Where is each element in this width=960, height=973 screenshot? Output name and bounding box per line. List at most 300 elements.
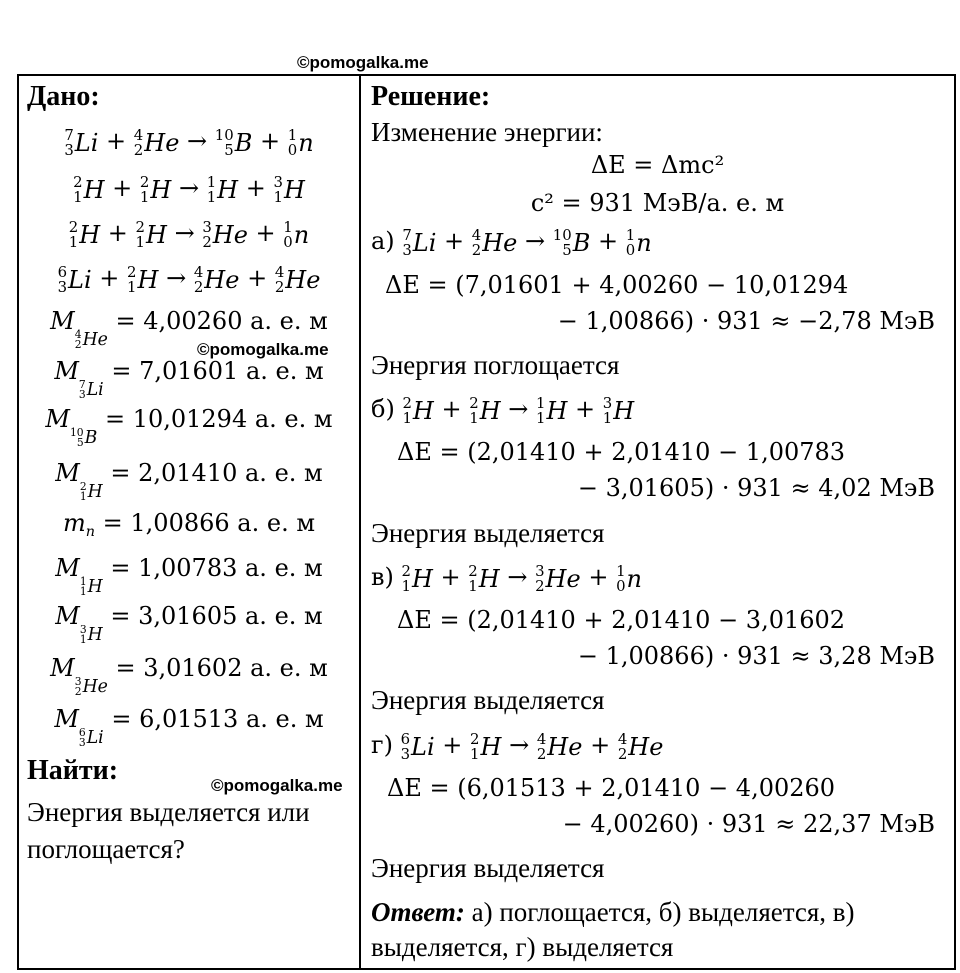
unit-space <box>237 459 245 487</box>
element-symbol: H <box>83 175 105 204</box>
energy-calc-2-line1: ΔE = (2,01410 + 2,01410 − 1,00783 <box>397 438 846 466</box>
mass-number: 3 <box>79 622 87 636</box>
nuclide-indices <box>273 172 283 206</box>
nuclide-indices <box>536 729 547 763</box>
element-symbol: H <box>150 175 172 204</box>
mass-number: 10 <box>214 125 234 144</box>
mass-number: 1 <box>616 561 626 580</box>
mass-subscript <box>74 327 108 352</box>
nuclide-indices <box>274 262 285 296</box>
element-symbol: He <box>82 676 108 697</box>
energy-formula: ΔE = Δmc² <box>590 151 725 179</box>
element-symbol: H <box>87 481 103 502</box>
product-nuclide <box>283 217 310 251</box>
element-symbol: H <box>87 576 103 597</box>
nuclide-indices <box>401 561 411 595</box>
mass-subscript-symbol: n <box>85 524 96 541</box>
plus-sign: + <box>100 219 136 247</box>
nuclide-indices <box>74 674 82 699</box>
nuclide-indices <box>625 225 636 259</box>
given-mass <box>19 653 359 698</box>
unit-space <box>237 554 245 582</box>
atomic-number: 2 <box>617 744 628 763</box>
mass-unit: а. е. м <box>237 509 315 537</box>
c-squared-value: c² = 931 МэВ/а. е. м <box>530 189 785 217</box>
reactant-nuclide <box>135 217 167 251</box>
energy-calc-1-line2: − 1,00866) · 931 ≈ −2,78 МэВ <box>557 307 935 335</box>
element-symbol: n <box>293 220 310 249</box>
mass-number: 4 <box>274 262 285 281</box>
nuclide-indices <box>471 225 482 259</box>
atomic-number: 2 <box>133 140 144 159</box>
unit-space <box>238 357 246 385</box>
reactant-nuclide <box>139 172 172 206</box>
arrow-sign: → <box>517 227 553 255</box>
atomic-number: 1 <box>401 576 411 595</box>
solution-reaction-3 <box>371 562 642 593</box>
mass-number: 3 <box>535 561 545 580</box>
given-mass <box>19 356 359 401</box>
mass-variable: M <box>50 307 75 335</box>
find-question-line2: поглощается? <box>27 834 185 864</box>
given-mass <box>19 404 359 449</box>
reactant-nuclide <box>468 561 500 595</box>
reactant-nuclide <box>127 262 159 296</box>
element-symbol: He <box>547 732 583 761</box>
mass-number: 7 <box>402 225 412 244</box>
nuclide-indices <box>536 393 546 427</box>
atomic-number: 3 <box>57 277 68 296</box>
nuclide-indices <box>202 217 212 251</box>
atomic-number: 1 <box>79 490 87 504</box>
atomic-number: 1 <box>68 232 79 251</box>
given-reaction <box>19 218 359 249</box>
arrow-sign: → <box>500 395 537 423</box>
plus-sign: + <box>582 731 618 759</box>
arrow-sign: → <box>501 731 537 759</box>
nuclide-indices <box>139 172 150 206</box>
atomic-number: 2 <box>74 338 82 352</box>
arrow-sign: → <box>158 264 194 292</box>
element-symbol: He <box>82 329 108 350</box>
mass-subscript <box>79 574 103 599</box>
mass-number: 2 <box>470 729 480 748</box>
mass-value: 1,00866 <box>130 509 230 537</box>
atomic-number: 1 <box>139 187 150 206</box>
mass-value: 7,01601 <box>139 357 239 385</box>
nuclide-indices <box>470 729 480 763</box>
arrow-sign: → <box>179 127 215 155</box>
plus-sign: + <box>434 731 471 759</box>
plus-sign: + <box>247 219 284 247</box>
equals-sign: = <box>107 307 144 335</box>
reactant-nuclide <box>402 393 434 427</box>
atomic-number: 1 <box>402 408 412 427</box>
mass-subscript <box>74 674 108 699</box>
part-label: а) <box>371 227 403 255</box>
subscript-nuclide <box>70 425 98 450</box>
solution-reaction-4 <box>371 730 663 761</box>
given-mass <box>19 508 359 547</box>
energy-change-intro: Изменение энергии: <box>371 117 603 147</box>
atomic-number: 1 <box>602 408 613 427</box>
nuclide-indices <box>287 125 298 159</box>
element-symbol: H <box>411 564 433 593</box>
unit-space <box>242 307 250 335</box>
energy-result-2: Энергия выделяется <box>371 518 605 548</box>
answer-line2: выделяется, г) выделяется <box>371 932 674 962</box>
atomic-number: 5 <box>76 436 84 450</box>
mass-number: 2 <box>73 172 83 191</box>
given-mass <box>19 306 359 351</box>
nuclide-indices <box>535 561 545 595</box>
mass-unit: а. е. м <box>245 459 323 487</box>
mass-number: 7 <box>64 125 74 144</box>
nuclide-indices <box>68 217 79 251</box>
atomic-number: 0 <box>287 140 298 159</box>
given-mass <box>19 601 359 646</box>
atomic-number: 1 <box>135 232 145 251</box>
mass-number: 4 <box>471 225 482 244</box>
element-symbol: H <box>146 220 167 249</box>
mass-number: 4 <box>617 729 628 748</box>
mass-number: 1 <box>79 574 87 588</box>
atomic-number: 2 <box>471 240 482 259</box>
mass-unit: а. е. м <box>245 705 324 733</box>
nuclide-indices <box>400 729 411 763</box>
product-nuclide <box>616 561 642 595</box>
answer-text-part1: а) поглощается, б) выделяется, в) <box>464 897 855 927</box>
mass-number: 1 <box>283 217 293 236</box>
unit-space <box>238 705 246 733</box>
equals-sign: = <box>103 705 140 733</box>
nuclide-indices <box>78 377 86 402</box>
element-symbol: He <box>482 228 518 257</box>
atomic-number: 3 <box>78 736 86 750</box>
arrow-sign: → <box>171 174 207 202</box>
reactant-nuclide <box>401 561 433 595</box>
equals-sign: = <box>102 554 139 582</box>
nuclide-indices <box>402 393 412 427</box>
mass-unit: а. е. м <box>250 307 328 335</box>
nuclide-indices <box>468 561 478 595</box>
mass-number: 3 <box>74 674 82 688</box>
nuclide-indices <box>73 172 83 206</box>
plus-sign: + <box>238 174 274 202</box>
given-header: Дано: <box>27 81 100 112</box>
product-nuclide <box>202 217 248 251</box>
unit-space <box>237 602 245 630</box>
mass-number: 2 <box>127 262 137 281</box>
nuclide-indices <box>64 125 74 159</box>
mass-number: 3 <box>273 172 283 191</box>
atomic-number: 1 <box>536 408 546 427</box>
atomic-number: 3 <box>64 140 74 159</box>
atomic-number: 2 <box>202 232 212 251</box>
product-nuclide <box>536 729 583 763</box>
atomic-number: 1 <box>469 408 479 427</box>
equals-sign: = <box>103 357 140 385</box>
mass-value: 6,01513 <box>139 705 239 733</box>
element-symbol: He <box>545 564 581 593</box>
watermark-middle: ©pomogalka.me <box>197 340 329 359</box>
mass-subscript <box>79 479 103 504</box>
mass-number: 6 <box>400 729 411 748</box>
plus-sign: + <box>91 264 128 292</box>
element-symbol: Li <box>411 732 435 761</box>
nuclide-indices <box>127 262 137 296</box>
mass-value: 1,00783 <box>138 554 238 582</box>
reactant-nuclide <box>64 125 99 159</box>
element-symbol: H <box>479 396 501 425</box>
energy-calc-4-line2: − 4,00260) · 931 ≈ 22,37 МэВ <box>562 810 935 838</box>
energy-calc-2-line2: − 3,01605) · 931 ≈ 4,02 МэВ <box>577 474 935 502</box>
product-nuclide <box>552 225 591 259</box>
mass-subscript <box>70 425 98 450</box>
energy-result-4: Энергия выделяется <box>371 853 605 883</box>
subscript-nuclide <box>78 377 104 402</box>
given-reaction <box>19 263 359 294</box>
atomic-number: 2 <box>74 685 82 699</box>
reactant-nuclide <box>57 262 92 296</box>
mass-value: 2,01410 <box>138 459 238 487</box>
mass-variable: M <box>55 602 80 630</box>
mass-number: 1 <box>625 225 636 244</box>
given-reaction <box>19 126 359 157</box>
part-label: г) <box>371 731 401 759</box>
mass-variable: M <box>45 405 70 433</box>
reactant-nuclide <box>402 225 437 259</box>
element-symbol: B <box>84 427 98 448</box>
arrow-sign: → <box>166 219 203 247</box>
element-symbol: Li <box>412 228 437 257</box>
atomic-number: 2 <box>193 277 204 296</box>
atomic-number: 3 <box>402 240 412 259</box>
mass-number: 1 <box>206 172 217 191</box>
atomic-number: 1 <box>206 187 217 206</box>
reactant-nuclide <box>133 125 180 159</box>
nuclide-indices <box>283 217 293 251</box>
element-symbol: He <box>285 265 321 294</box>
energy-calc-3-line1: ΔE = (2,01410 + 2,01410 − 3,01602 <box>397 606 846 634</box>
mass-value: 3,01605 <box>138 602 238 630</box>
mass-number: 4 <box>74 327 82 341</box>
nuclide-indices <box>617 729 628 763</box>
reactant-nuclide <box>68 217 101 251</box>
mass-subscript <box>79 622 103 647</box>
nuclide-indices <box>74 327 82 352</box>
arrow-sign: → <box>499 563 536 591</box>
mass-number: 2 <box>79 479 87 493</box>
mass-unit: а. е. м <box>250 654 328 682</box>
element-symbol: B <box>234 128 253 157</box>
energy-result-3: Энергия выделяется <box>371 685 605 715</box>
mass-number: 2 <box>68 217 79 236</box>
element-symbol: He <box>204 265 240 294</box>
product-nuclide <box>536 393 568 427</box>
mass-variable: m <box>62 509 86 537</box>
unit-space <box>247 405 255 433</box>
nuclide-indices <box>135 217 145 251</box>
mass-number: 2 <box>402 393 412 412</box>
plus-sign: + <box>433 395 470 423</box>
mass-variable: M <box>55 459 80 487</box>
given-reaction <box>19 173 359 204</box>
mass-variable: M <box>50 654 75 682</box>
mass-unit: а. е. м <box>254 405 333 433</box>
mass-variable: M <box>55 554 80 582</box>
given-mass <box>19 553 359 598</box>
mass-number: 6 <box>57 262 68 281</box>
atomic-number: 1 <box>127 277 137 296</box>
element-symbol: n <box>298 128 314 157</box>
answer-label: Ответ: <box>371 897 465 927</box>
mass-number: 4 <box>133 125 144 144</box>
atomic-number: 2 <box>536 744 547 763</box>
nuclide-indices <box>402 225 412 259</box>
atomic-number: 1 <box>79 633 87 647</box>
element-symbol: H <box>546 396 568 425</box>
element-symbol: Li <box>68 265 92 294</box>
product-nuclide <box>535 561 581 595</box>
nuclide-indices <box>206 172 217 206</box>
equals-sign: = <box>107 654 144 682</box>
plus-sign: + <box>98 127 134 155</box>
element-symbol: B <box>572 228 591 257</box>
nuclide-indices <box>70 425 84 450</box>
nuclide-indices <box>602 393 613 427</box>
element-symbol: H <box>79 220 101 249</box>
answer-line1 <box>371 897 855 927</box>
mass-number: 7 <box>78 377 86 391</box>
energy-calc-1-line1: ΔE = (7,01601 + 4,00260 − 10,01294 <box>385 271 849 299</box>
nuclide-indices <box>79 574 87 599</box>
given-mass <box>19 704 359 749</box>
nuclide-indices <box>78 725 86 750</box>
mass-number: 10 <box>552 225 572 244</box>
mass-number: 2 <box>469 393 479 412</box>
plus-sign: + <box>104 174 140 202</box>
mass-number: 4 <box>536 729 547 748</box>
mass-number: 2 <box>401 561 411 580</box>
nuclide-indices <box>133 125 144 159</box>
mass-unit: а. е. м <box>245 602 323 630</box>
atomic-number: 1 <box>470 744 480 763</box>
energy-calc-4-line1: ΔE = (6,01513 + 2,01410 − 4,00260 <box>387 774 836 802</box>
subscript-nuclide <box>79 479 103 504</box>
element-symbol: n <box>626 564 642 593</box>
mass-value: 4,00260 <box>143 307 243 335</box>
element-symbol: Li <box>86 379 104 400</box>
nuclide-indices <box>214 125 234 159</box>
mass-subscript <box>78 377 104 402</box>
mass-value: 3,01602 <box>143 654 243 682</box>
plus-sign: + <box>436 227 472 255</box>
mass-unit: а. е. м <box>245 357 324 385</box>
mass-number: 4 <box>193 262 204 281</box>
subscript-nuclide <box>79 574 103 599</box>
equals-sign: = <box>102 459 139 487</box>
product-nuclide <box>274 262 321 296</box>
plus-sign: + <box>567 395 603 423</box>
part-label: в) <box>371 563 402 591</box>
nuclide-indices <box>57 262 68 296</box>
product-nuclide <box>273 172 305 206</box>
element-symbol: He <box>144 128 180 157</box>
element-symbol: He <box>212 220 248 249</box>
energy-calc-3-line2: − 1,00866) · 931 ≈ 3,28 МэВ <box>577 642 935 670</box>
product-nuclide <box>287 125 314 159</box>
atomic-number: 1 <box>73 187 83 206</box>
atomic-number: 0 <box>283 232 293 251</box>
atomic-number: 3 <box>400 744 411 763</box>
nuclide-indices <box>79 622 87 647</box>
plus-sign: + <box>590 227 626 255</box>
nuclide-indices <box>552 225 572 259</box>
mass-number: 1 <box>536 393 546 412</box>
plus-sign: + <box>432 563 469 591</box>
solution-reaction-2 <box>371 394 634 425</box>
reactant-nuclide <box>470 729 502 763</box>
element-symbol: H <box>87 624 103 645</box>
mass-number: 10 <box>70 425 84 439</box>
element-symbol: Li <box>74 128 99 157</box>
reactant-nuclide <box>471 225 518 259</box>
product-nuclide <box>193 262 240 296</box>
atomic-number: 5 <box>562 240 572 259</box>
reactant-nuclide <box>400 729 435 763</box>
subscript-nuclide <box>78 725 104 750</box>
reactant-nuclide <box>73 172 105 206</box>
reactant-nuclide <box>469 393 501 427</box>
element-symbol: H <box>480 732 502 761</box>
mass-number: 2 <box>139 172 150 191</box>
element-symbol: H <box>613 396 635 425</box>
subscript-nuclide <box>79 622 103 647</box>
atomic-number: 1 <box>468 576 478 595</box>
mass-number: 3 <box>202 217 212 236</box>
mass-variable: M <box>54 357 79 385</box>
element-symbol: He <box>628 732 664 761</box>
mass-number: 2 <box>468 561 478 580</box>
atomic-number: 3 <box>78 388 86 402</box>
atomic-number: 1 <box>79 585 87 599</box>
element-symbol: H <box>217 175 239 204</box>
plus-sign: + <box>580 563 617 591</box>
equals-sign: = <box>95 509 131 537</box>
product-nuclide <box>214 125 253 159</box>
product-nuclide <box>206 172 239 206</box>
product-nuclide <box>617 729 664 763</box>
element-symbol: H <box>478 564 500 593</box>
atomic-number: 2 <box>274 277 285 296</box>
energy-result-1: Энергия поглощается <box>371 350 620 380</box>
find-header: Найти: <box>27 755 119 786</box>
plus-sign: + <box>252 127 288 155</box>
nuclide-indices <box>193 262 204 296</box>
atomic-number: 2 <box>535 576 545 595</box>
nuclide-indices <box>79 479 87 504</box>
mass-number: 3 <box>602 393 613 412</box>
element-symbol: Li <box>86 727 104 748</box>
atomic-number: 0 <box>625 240 636 259</box>
nuclide-indices <box>616 561 626 595</box>
mass-variable: M <box>54 705 79 733</box>
solution-header: Решение: <box>371 81 491 112</box>
element-symbol: H <box>283 175 305 204</box>
element-symbol: H <box>412 396 434 425</box>
equals-sign: = <box>102 602 139 630</box>
